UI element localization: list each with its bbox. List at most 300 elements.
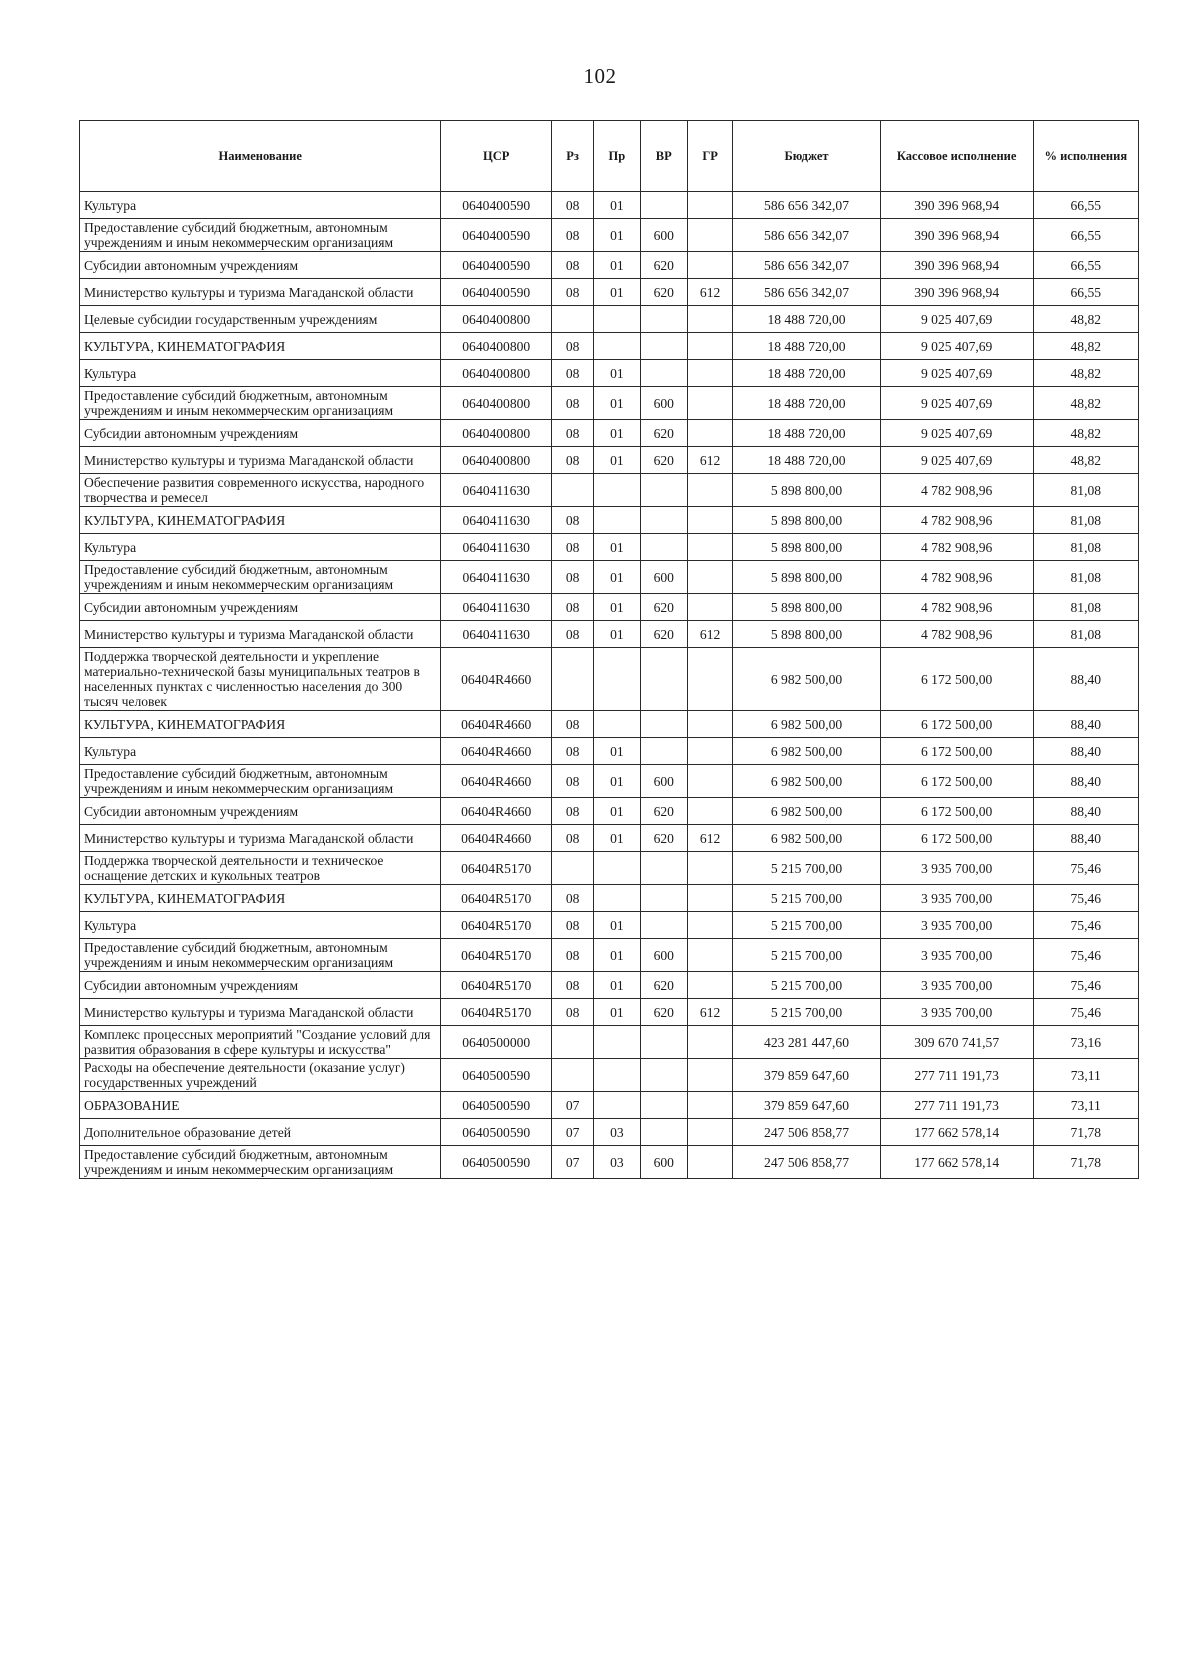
cell-pct: 73,11: [1033, 1092, 1138, 1119]
cell-cash: 6 172 500,00: [880, 648, 1033, 711]
cell-csr: 0640400800: [441, 360, 552, 387]
cell-budget: 5 898 800,00: [733, 594, 881, 621]
table-body: [80, 192, 1139, 1179]
cell-name: Предоставление субсидий бюджетным, автономным учреждениям и иным некоммерческим организациям: [80, 1146, 441, 1179]
cell-csr: 0640400590: [441, 279, 552, 306]
cell-cash: 177 662 578,14: [880, 1146, 1033, 1179]
cell-cash: 6 172 500,00: [880, 711, 1033, 738]
cell-gr: [687, 594, 732, 621]
cell-vr: [640, 306, 687, 333]
cell-rz: 07: [552, 1146, 594, 1179]
cell-name: Поддержка творческой деятельности и техническое оснащение детских и кукольных театров: [80, 852, 441, 885]
cell-name: Культура: [80, 738, 441, 765]
cell-cash: 9 025 407,69: [880, 306, 1033, 333]
cell-gr: [687, 474, 732, 507]
cell-pct: 75,46: [1033, 912, 1138, 939]
cell-rz: 07: [552, 1119, 594, 1146]
cell-budget: 5 215 700,00: [733, 999, 881, 1026]
cell-gr: [687, 648, 732, 711]
cell-name: КУЛЬТУРА, КИНЕМАТОГРАФИЯ: [80, 711, 441, 738]
cell-name: КУЛЬТУРА, КИНЕМАТОГРАФИЯ: [80, 333, 441, 360]
cell-rz: 08: [552, 912, 594, 939]
cell-pct: 88,40: [1033, 648, 1138, 711]
cell-vr: [640, 711, 687, 738]
cell-rz: [552, 648, 594, 711]
cell-csr: 0640400800: [441, 306, 552, 333]
cell-pct: 75,46: [1033, 999, 1138, 1026]
cell-pr: 01: [594, 219, 640, 252]
cell-vr: 600: [640, 387, 687, 420]
cell-vr: 620: [640, 594, 687, 621]
table-row: [80, 387, 1139, 420]
cell-gr: [687, 711, 732, 738]
cell-budget: 18 488 720,00: [733, 306, 881, 333]
cell-pct: 81,08: [1033, 594, 1138, 621]
table-row: [80, 279, 1139, 306]
cell-gr: [687, 387, 732, 420]
cell-vr: [640, 534, 687, 561]
cell-gr: [687, 192, 732, 219]
cell-cash: 390 396 968,94: [880, 279, 1033, 306]
cell-vr: 600: [640, 765, 687, 798]
cell-pct: 81,08: [1033, 474, 1138, 507]
header-vr: ВР: [640, 121, 687, 192]
cell-cash: 4 782 908,96: [880, 621, 1033, 648]
cell-gr: [687, 852, 732, 885]
table-row: [80, 621, 1139, 648]
cell-csr: 06404R5170: [441, 912, 552, 939]
cell-csr: 0640411630: [441, 507, 552, 534]
cell-budget: 586 656 342,07: [733, 192, 881, 219]
cell-vr: [640, 192, 687, 219]
cell-pct: 48,82: [1033, 306, 1138, 333]
cell-gr: [687, 360, 732, 387]
cell-csr: 0640411630: [441, 534, 552, 561]
cell-pr: [594, 507, 640, 534]
cell-gr: [687, 939, 732, 972]
table-row: [80, 474, 1139, 507]
cell-budget: 586 656 342,07: [733, 219, 881, 252]
cell-pct: 75,46: [1033, 852, 1138, 885]
cell-rz: 08: [552, 711, 594, 738]
cell-csr: 0640500590: [441, 1119, 552, 1146]
cell-name: ОБРАЗОВАНИЕ: [80, 1092, 441, 1119]
table-row: [80, 306, 1139, 333]
table-row: [80, 912, 1139, 939]
cell-rz: 08: [552, 765, 594, 798]
cell-gr: [687, 798, 732, 825]
cell-vr: 620: [640, 621, 687, 648]
cell-csr: 06404R4660: [441, 765, 552, 798]
cell-name: Культура: [80, 360, 441, 387]
cell-gr: [687, 972, 732, 999]
cell-pct: 81,08: [1033, 621, 1138, 648]
cell-gr: [687, 738, 732, 765]
cell-cash: 3 935 700,00: [880, 852, 1033, 885]
cell-vr: 620: [640, 279, 687, 306]
cell-rz: [552, 306, 594, 333]
cell-cash: 6 172 500,00: [880, 765, 1033, 798]
cell-pct: 88,40: [1033, 738, 1138, 765]
cell-csr: 0640400800: [441, 333, 552, 360]
cell-gr: [687, 1092, 732, 1119]
cell-pct: 48,82: [1033, 447, 1138, 474]
cell-name: Министерство культуры и туризма Магаданской области: [80, 621, 441, 648]
cell-vr: 620: [640, 447, 687, 474]
cell-cash: 4 782 908,96: [880, 594, 1033, 621]
cell-name: Комплекс процессных мероприятий "Создание условий для развития образования в сфере культуры и искусства": [80, 1026, 441, 1059]
cell-cash: 277 711 191,73: [880, 1059, 1033, 1092]
cell-gr: [687, 219, 732, 252]
cell-name: Культура: [80, 534, 441, 561]
cell-pct: 81,08: [1033, 561, 1138, 594]
cell-csr: 06404R5170: [441, 852, 552, 885]
cell-vr: 620: [640, 252, 687, 279]
cell-cash: 3 935 700,00: [880, 885, 1033, 912]
cell-pct: 88,40: [1033, 825, 1138, 852]
cell-vr: 620: [640, 825, 687, 852]
cell-rz: 08: [552, 594, 594, 621]
cell-name: Субсидии автономным учреждениям: [80, 420, 441, 447]
cell-pct: 88,40: [1033, 711, 1138, 738]
cell-cash: 4 782 908,96: [880, 474, 1033, 507]
cell-rz: 08: [552, 621, 594, 648]
cell-name: Субсидии автономным учреждениям: [80, 594, 441, 621]
cell-gr: [687, 333, 732, 360]
cell-vr: [640, 1026, 687, 1059]
cell-budget: 5 898 800,00: [733, 534, 881, 561]
cell-rz: 08: [552, 798, 594, 825]
cell-pr: 01: [594, 939, 640, 972]
cell-pct: 71,78: [1033, 1146, 1138, 1179]
table-row: [80, 1026, 1139, 1059]
cell-budget: 18 488 720,00: [733, 420, 881, 447]
cell-vr: 620: [640, 420, 687, 447]
cell-budget: 5 215 700,00: [733, 852, 881, 885]
cell-budget: 6 982 500,00: [733, 738, 881, 765]
cell-gr: 612: [687, 999, 732, 1026]
cell-budget: 18 488 720,00: [733, 360, 881, 387]
cell-pr: 01: [594, 738, 640, 765]
cell-rz: 08: [552, 825, 594, 852]
cell-name: Дополнительное образование детей: [80, 1119, 441, 1146]
cell-cash: 6 172 500,00: [880, 825, 1033, 852]
cell-gr: [687, 534, 732, 561]
cell-pr: 01: [594, 621, 640, 648]
cell-gr: [687, 561, 732, 594]
cell-gr: 612: [687, 825, 732, 852]
table-row: [80, 711, 1139, 738]
cell-vr: 600: [640, 219, 687, 252]
cell-pr: 01: [594, 420, 640, 447]
cell-pct: 48,82: [1033, 360, 1138, 387]
cell-budget: 5 898 800,00: [733, 561, 881, 594]
cell-pr: 01: [594, 279, 640, 306]
cell-csr: 0640400590: [441, 219, 552, 252]
cell-pr: [594, 648, 640, 711]
header-pr: Пр: [594, 121, 640, 192]
cell-gr: [687, 765, 732, 798]
cell-vr: 600: [640, 561, 687, 594]
cell-gr: [687, 1026, 732, 1059]
header-budget: Бюджет: [733, 121, 881, 192]
cell-vr: [640, 1119, 687, 1146]
cell-pct: 81,08: [1033, 534, 1138, 561]
cell-budget: 6 982 500,00: [733, 711, 881, 738]
cell-budget: 5 215 700,00: [733, 972, 881, 999]
cell-gr: [687, 1146, 732, 1179]
table-row: [80, 534, 1139, 561]
cell-budget: 586 656 342,07: [733, 279, 881, 306]
header-rz: Рз: [552, 121, 594, 192]
cell-gr: [687, 912, 732, 939]
cell-pr: 01: [594, 561, 640, 594]
cell-name: Министерство культуры и туризма Магаданской области: [80, 279, 441, 306]
cell-pr: 01: [594, 999, 640, 1026]
cell-rz: 08: [552, 387, 594, 420]
cell-rz: 08: [552, 279, 594, 306]
cell-rz: 08: [552, 219, 594, 252]
cell-vr: [640, 474, 687, 507]
cell-gr: [687, 507, 732, 534]
cell-budget: 6 982 500,00: [733, 765, 881, 798]
table-row: [80, 420, 1139, 447]
cell-name: Целевые субсидии государственным учреждениям: [80, 306, 441, 333]
cell-pr: 01: [594, 192, 640, 219]
cell-budget: 247 506 858,77: [733, 1119, 881, 1146]
cell-cash: 4 782 908,96: [880, 507, 1033, 534]
cell-csr: 0640500590: [441, 1092, 552, 1119]
cell-vr: 600: [640, 939, 687, 972]
table-row: [80, 885, 1139, 912]
cell-vr: [640, 1092, 687, 1119]
cell-pct: 75,46: [1033, 885, 1138, 912]
cell-rz: 08: [552, 420, 594, 447]
cell-budget: 5 898 800,00: [733, 621, 881, 648]
cell-cash: 9 025 407,69: [880, 360, 1033, 387]
cell-name: КУЛЬТУРА, КИНЕМАТОГРАФИЯ: [80, 885, 441, 912]
cell-vr: [640, 852, 687, 885]
cell-rz: 08: [552, 360, 594, 387]
table-row: [80, 1146, 1139, 1179]
cell-name: Культура: [80, 192, 441, 219]
cell-pct: 75,46: [1033, 939, 1138, 972]
cell-name: Расходы на обеспечение деятельности (оказание услуг) государственных учреждений: [80, 1059, 441, 1092]
cell-cash: 3 935 700,00: [880, 972, 1033, 999]
cell-csr: 06404R4660: [441, 825, 552, 852]
cell-pr: [594, 1026, 640, 1059]
header-gr: ГР: [687, 121, 732, 192]
cell-cash: 4 782 908,96: [880, 561, 1033, 594]
cell-budget: 6 982 500,00: [733, 825, 881, 852]
table-row: [80, 825, 1139, 852]
cell-pr: 01: [594, 912, 640, 939]
cell-csr: 0640500590: [441, 1059, 552, 1092]
cell-pct: 75,46: [1033, 972, 1138, 999]
table-row: [80, 852, 1139, 885]
cell-cash: 3 935 700,00: [880, 912, 1033, 939]
cell-csr: 0640500000: [441, 1026, 552, 1059]
cell-pr: 01: [594, 252, 640, 279]
cell-vr: 620: [640, 999, 687, 1026]
cell-cash: 177 662 578,14: [880, 1119, 1033, 1146]
table-row: [80, 252, 1139, 279]
cell-pct: 48,82: [1033, 333, 1138, 360]
cell-name: Министерство культуры и туризма Магаданской области: [80, 999, 441, 1026]
cell-rz: 08: [552, 534, 594, 561]
cell-vr: 620: [640, 798, 687, 825]
cell-cash: 6 172 500,00: [880, 738, 1033, 765]
cell-csr: 06404R5170: [441, 939, 552, 972]
cell-pr: 01: [594, 360, 640, 387]
cell-cash: 3 935 700,00: [880, 939, 1033, 972]
cell-vr: [640, 1059, 687, 1092]
cell-pr: [594, 474, 640, 507]
cell-pr: 03: [594, 1146, 640, 1179]
cell-rz: 08: [552, 738, 594, 765]
table-row: [80, 360, 1139, 387]
budget-execution-table: [79, 120, 1139, 1179]
cell-budget: 18 488 720,00: [733, 333, 881, 360]
cell-budget: 5 215 700,00: [733, 885, 881, 912]
header-pct: % исполнения: [1033, 121, 1138, 192]
cell-cash: 9 025 407,69: [880, 447, 1033, 474]
cell-pr: [594, 1092, 640, 1119]
cell-rz: 08: [552, 972, 594, 999]
table-row: [80, 561, 1139, 594]
cell-gr: [687, 420, 732, 447]
cell-vr: [640, 912, 687, 939]
table-row: [80, 999, 1139, 1026]
cell-name: Субсидии автономным учреждениям: [80, 972, 441, 999]
cell-pr: [594, 333, 640, 360]
cell-csr: 0640411630: [441, 474, 552, 507]
cell-cash: 277 711 191,73: [880, 1092, 1033, 1119]
table-row: [80, 738, 1139, 765]
table-row: [80, 765, 1139, 798]
cell-csr: 06404R4660: [441, 738, 552, 765]
header-cash: Кассовое исполнение: [880, 121, 1033, 192]
cell-pr: 01: [594, 765, 640, 798]
cell-pct: 48,82: [1033, 387, 1138, 420]
cell-csr: 06404R4660: [441, 711, 552, 738]
cell-budget: 379 859 647,60: [733, 1059, 881, 1092]
cell-pct: 48,82: [1033, 420, 1138, 447]
cell-rz: [552, 474, 594, 507]
cell-budget: 6 982 500,00: [733, 798, 881, 825]
header-csr: ЦСР: [441, 121, 552, 192]
cell-name: Предоставление субсидий бюджетным, автономным учреждениям и иным некоммерческим организациям: [80, 219, 441, 252]
cell-pr: [594, 1059, 640, 1092]
cell-csr: 06404R5170: [441, 999, 552, 1026]
cell-budget: 586 656 342,07: [733, 252, 881, 279]
cell-pr: 01: [594, 534, 640, 561]
cell-pr: 01: [594, 594, 640, 621]
cell-pr: [594, 711, 640, 738]
table-row: [80, 939, 1139, 972]
cell-csr: 06404R4660: [441, 798, 552, 825]
cell-pct: 73,16: [1033, 1026, 1138, 1059]
table-row: [80, 192, 1139, 219]
cell-budget: 5 898 800,00: [733, 507, 881, 534]
cell-cash: 390 396 968,94: [880, 219, 1033, 252]
cell-csr: 0640500590: [441, 1146, 552, 1179]
table-row: [80, 1092, 1139, 1119]
table-row: [80, 972, 1139, 999]
cell-gr: [687, 306, 732, 333]
cell-rz: 08: [552, 333, 594, 360]
cell-rz: 08: [552, 561, 594, 594]
cell-budget: 5 898 800,00: [733, 474, 881, 507]
cell-name: Министерство культуры и туризма Магаданской области: [80, 825, 441, 852]
cell-pct: 81,08: [1033, 507, 1138, 534]
table-row: [80, 648, 1139, 711]
cell-pct: 88,40: [1033, 765, 1138, 798]
cell-name: Предоставление субсидий бюджетным, автономным учреждениям и иным некоммерческим организациям: [80, 387, 441, 420]
cell-gr: [687, 1059, 732, 1092]
table-row: [80, 798, 1139, 825]
cell-budget: 6 982 500,00: [733, 648, 881, 711]
table-header-row: [80, 121, 1139, 192]
cell-vr: [640, 507, 687, 534]
cell-cash: 309 670 741,57: [880, 1026, 1033, 1059]
cell-pr: 01: [594, 447, 640, 474]
cell-budget: 18 488 720,00: [733, 447, 881, 474]
cell-csr: 0640400590: [441, 252, 552, 279]
cell-csr: 06404R5170: [441, 885, 552, 912]
table-row: [80, 1119, 1139, 1146]
cell-cash: 9 025 407,69: [880, 420, 1033, 447]
cell-pr: [594, 306, 640, 333]
cell-cash: 390 396 968,94: [880, 252, 1033, 279]
cell-vr: [640, 360, 687, 387]
cell-cash: 9 025 407,69: [880, 333, 1033, 360]
cell-pct: 73,11: [1033, 1059, 1138, 1092]
table-row: [80, 594, 1139, 621]
cell-rz: [552, 1026, 594, 1059]
cell-pct: 66,55: [1033, 192, 1138, 219]
cell-rz: [552, 1059, 594, 1092]
cell-budget: 5 215 700,00: [733, 939, 881, 972]
cell-csr: 0640400590: [441, 192, 552, 219]
cell-name: Субсидии автономным учреждениям: [80, 252, 441, 279]
cell-vr: [640, 648, 687, 711]
cell-pr: 01: [594, 387, 640, 420]
cell-pct: 71,78: [1033, 1119, 1138, 1146]
cell-gr: 612: [687, 447, 732, 474]
table-row: [80, 219, 1139, 252]
cell-name: Предоставление субсидий бюджетным, автономным учреждениям и иным некоммерческим организациям: [80, 765, 441, 798]
cell-name: Предоставление субсидий бюджетным, автономным учреждениям и иным некоммерческим организациям: [80, 939, 441, 972]
cell-vr: [640, 738, 687, 765]
cell-budget: 5 215 700,00: [733, 912, 881, 939]
cell-csr: 0640411630: [441, 621, 552, 648]
table-row: [80, 447, 1139, 474]
cell-rz: 08: [552, 192, 594, 219]
cell-gr: 612: [687, 621, 732, 648]
cell-rz: 08: [552, 447, 594, 474]
cell-csr: 06404R4660: [441, 648, 552, 711]
cell-cash: 3 935 700,00: [880, 999, 1033, 1026]
cell-rz: 08: [552, 885, 594, 912]
cell-cash: 390 396 968,94: [880, 192, 1033, 219]
cell-name: Поддержка творческой деятельности и укрепление материально-технической базы муниципальных театров в населенных пунктах с численностью населения до 300 тысяч человек: [80, 648, 441, 711]
cell-rz: [552, 852, 594, 885]
table-row: [80, 333, 1139, 360]
cell-pr: 03: [594, 1119, 640, 1146]
cell-pct: 88,40: [1033, 798, 1138, 825]
cell-gr: [687, 252, 732, 279]
